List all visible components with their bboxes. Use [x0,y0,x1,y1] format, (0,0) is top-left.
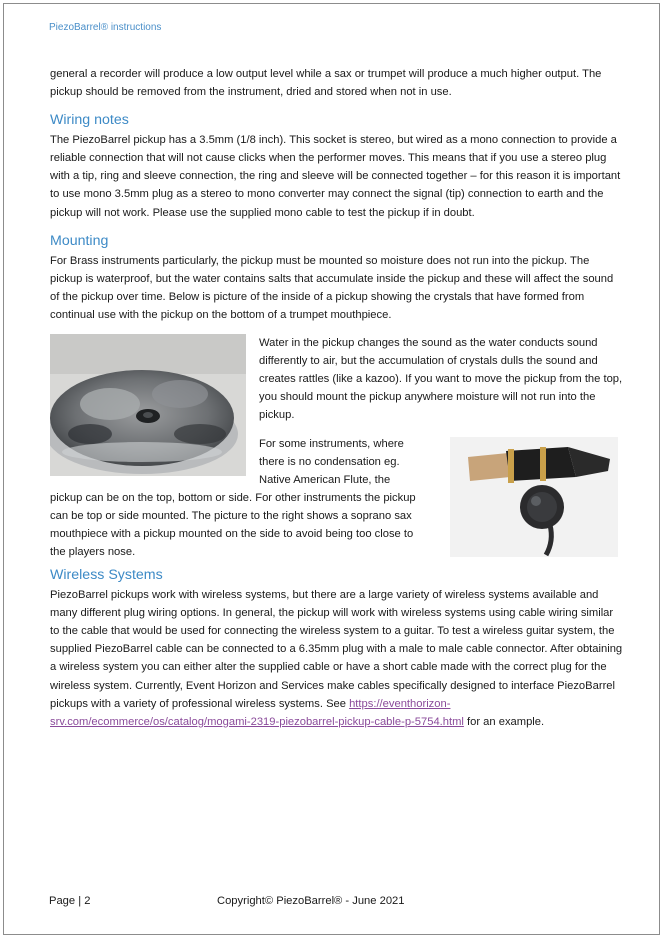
mounting-paragraph-2: Water in the pickup changes the sound as the water conducts sound differently to air, but the accumulation of crystals dulls the sound and creates rattles (like a kazoo). If you want to move the pickup from the top, you should mount the pickup anywhere moisture will not run into the pickup. [259,337,623,422]
catalog-link[interactable]: https://eventhorizon-srv.com/ecommerce/os/catalog/mogami-2319-piezobarrel-pickup-cable-p-5754.html [50,697,464,728]
page-number: Page | 2 [49,895,91,907]
intro-paragraph: general a recorder will produce a low output level while a sax or trumpet will produce a much higher output. The pickup should be removed from the instrument, dried and stored when not in use. [50,68,602,99]
running-header: PiezoBarrel® instructions [49,22,162,33]
wireless-heading: Wireless Systems [50,567,163,584]
wireless-after: for an example. [467,715,545,728]
mounting-paragraph: For Brass instruments particularly, the pickup must be mounted so moisture does not run into the pickup. The pickup is waterproof, but the water contains salts that accumulate inside the pickup and these will affect the sound of the pickup over time. Below is picture of the inside of a pickup showing the crystals that have formed from continual use with the pickup on the bottom of a trumpet mouthpiece. [50,254,614,321]
copyright-notice: Copyright© PiezoBarrel® - June 2021 [217,895,405,907]
mounting-paragraph-3a: For some instruments, where there is no condensation eg. Native American Flute, the [259,438,404,487]
mounting-heading: Mounting [50,232,109,249]
wiring-paragraph: The PiezoBarrel pickup has a 3.5mm (1/8 inch). This socket is stereo, but wired as a mono connection to provide a reliable connection that will not cause clicks when the performer moves. This means that if you use a stereo plug with a tip, ring and sleeve connection, the ring and sleeve will be connected together – for this reason it is important to use mono 3.5mm plug as a stereo to mono converter may connect the signal (tip) connection to earth and the pickup will not work. Please use the supplied mono cable to test the pickup if in doubt. [50,134,621,219]
sax-mouthpiece-photo [450,437,618,557]
wireless-text: PiezoBarrel pickups work with wireless systems, but there are a large variety of wireless systems available and many different plug wiring options. In general, the pickup will work with wireless systems using cable wiring similar to the cable that would be used for connecting the wireless system to a guitar. To test a wireless guitar system, the supplied PiezoBarrel cable can be connected to a 6.35mm plug with a male to male cable connector. After obtaining a wireless system you can either alter the supplied cable or have a short cable made with the correct plug for the wireless system. Currently, Event Horizon and Services make cables specifically designed to interface PiezoBarrel pickups with a variety of professional wireless systems. [50,589,623,710]
wireless-paragraph [50,586,624,731]
crystal-pickup-photo [50,334,246,476]
wireless-see: See [326,697,346,710]
page [3,3,660,935]
page-content [50,65,624,731]
wiring-heading: Wiring notes [50,112,129,129]
mounting-paragraph-3b: pickup can be on the top, bottom or side. For other instruments the pickup can be top or side mounted. The picture to the right shows a soprano sax mouthpiece with a pickup mounted on the side to avoid being too close to the players nose. [50,492,416,559]
mounting-figure-block [50,334,624,560]
